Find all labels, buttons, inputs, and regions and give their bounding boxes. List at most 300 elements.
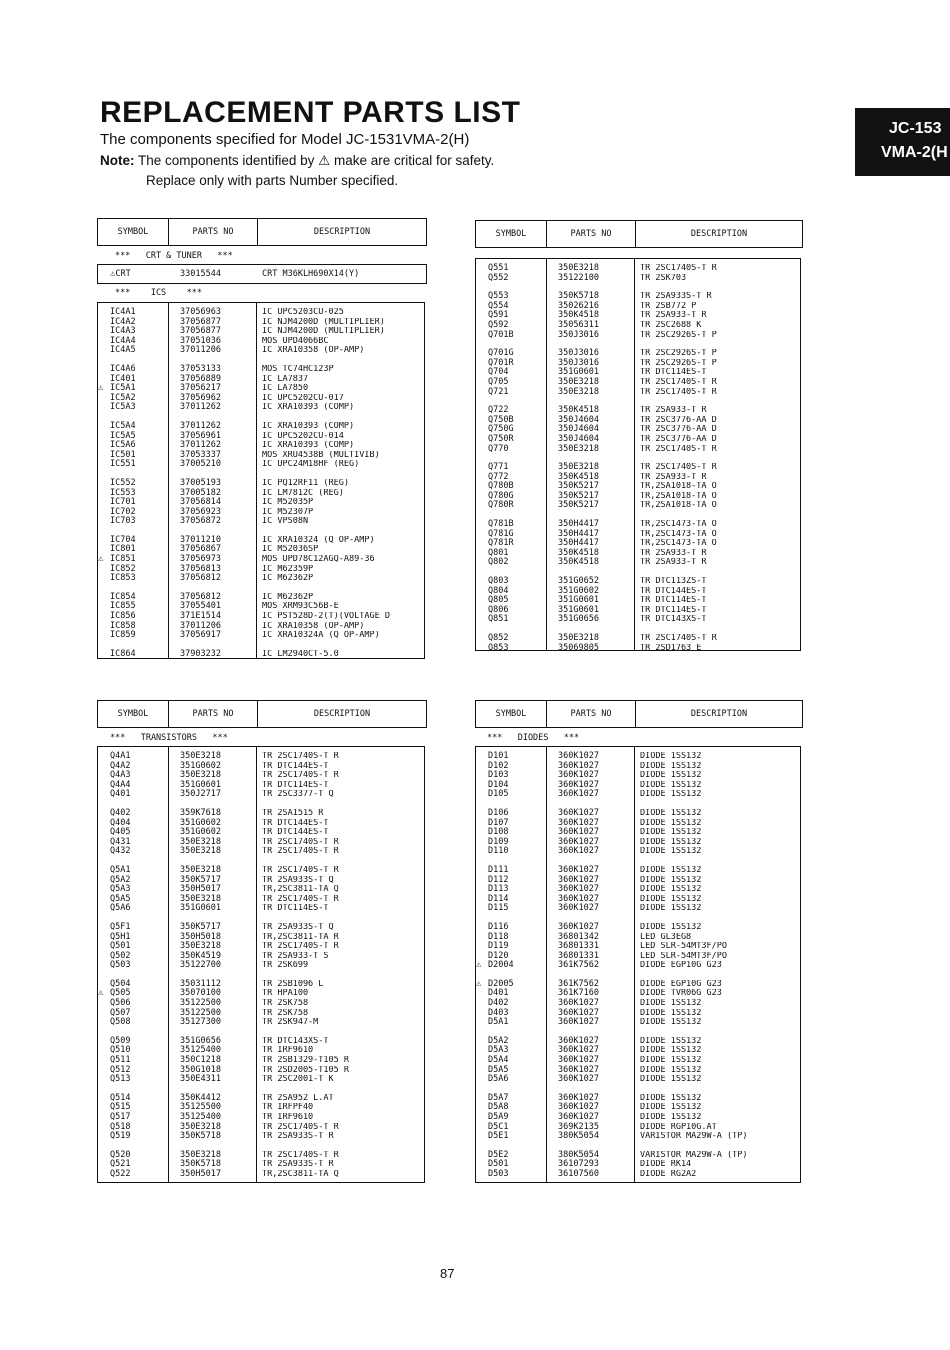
symbol-cell	[476, 752, 546, 762]
description-cell: DIODE 1SS132	[640, 761, 702, 771]
symbol-cell	[476, 1046, 546, 1056]
table-row	[476, 359, 800, 369]
description-cell: DIODE 1SS132	[640, 922, 702, 932]
symbol-text: IC551	[110, 459, 136, 470]
table-row	[476, 1037, 800, 1047]
symbol-text: D5A9	[488, 1112, 509, 1122]
description-cell: TR,2SA1018-TA O	[640, 491, 717, 501]
description-cell: TR 2SC1740S-T R	[262, 865, 339, 875]
description-cell: TR 2SA933-T R	[640, 406, 707, 416]
description-cell: DIODE RK14	[640, 1160, 692, 1170]
symbol-text: Q501	[110, 941, 131, 952]
description-cell: DIODE 1SS132	[640, 875, 702, 885]
table-row	[98, 498, 424, 508]
parts-no-cell: 37056217	[180, 383, 221, 394]
parts-no-cell: 37056813	[180, 563, 221, 574]
symbol-cell	[98, 1075, 168, 1085]
table-row	[98, 942, 424, 952]
symbol-text: Q701G	[488, 348, 514, 359]
parts-no-cell: 35122500	[180, 1007, 221, 1018]
symbol-cell	[476, 549, 546, 559]
parts-no-cell: 350E4311	[180, 1074, 221, 1085]
parts-no-cell: 351G0601	[558, 604, 599, 615]
description-cell: VARISTOR MA29W-A (TP)	[640, 1132, 748, 1142]
symbol-text: IC853	[110, 573, 136, 584]
description-cell: DIODE 1SS132	[640, 1113, 702, 1122]
description-cell: TR DTC143XS-T	[640, 615, 707, 625]
description-cell: TR 2SA933-T R	[640, 558, 707, 568]
parts-no-cell: 350K5717	[180, 921, 221, 932]
parts-no-cell: 350K5718	[180, 1131, 221, 1142]
symbol-cell	[98, 1132, 168, 1142]
symbol-text: Q519	[110, 1131, 131, 1142]
table-row	[476, 520, 800, 530]
description-cell: DIODE 1SS132	[640, 752, 702, 761]
parts-no-cell: 360K1027	[558, 864, 599, 875]
parts-no-cell: 35125500	[180, 1102, 221, 1113]
transistor-table-top	[475, 258, 801, 651]
symbol-cell	[476, 895, 546, 905]
header-description: DESCRIPTION	[690, 229, 748, 239]
table-header-diodes	[475, 700, 803, 728]
parts-no-cell: 35070100	[180, 988, 221, 999]
symbol-cell	[476, 501, 546, 511]
parts-no-cell: 350K4518	[558, 557, 599, 568]
table-row	[98, 489, 424, 499]
table-row	[476, 752, 800, 762]
parts-no-cell: 37011210	[180, 534, 221, 545]
parts-no-cell: 37056812	[180, 591, 221, 602]
description-cell: TR,2SC1473-TA O	[640, 539, 717, 549]
table-row	[476, 292, 800, 302]
table-row	[98, 989, 424, 999]
symbol-cell	[476, 1094, 546, 1104]
symbol-text: Q806	[488, 604, 509, 615]
header-symbol: SYMBOL	[98, 219, 169, 245]
description-cell: TR 2SC1740S-T R	[640, 634, 717, 643]
parts-no-cell: 350J3016	[558, 357, 599, 368]
symbol-cell	[476, 828, 546, 838]
parts-no-cell: 350K5717	[180, 874, 221, 885]
parts-no-cell: 37053337	[180, 449, 221, 460]
symbol-text: IC856	[110, 611, 136, 622]
symbol-cell	[98, 752, 168, 762]
group-gap	[98, 413, 424, 422]
description-cell: DIODE EGP10G G23	[640, 979, 722, 989]
description-cell: DIODE 1SS132	[640, 894, 702, 904]
column-divider	[546, 747, 547, 1182]
table-row	[476, 264, 800, 274]
table-row	[476, 1123, 800, 1133]
symbol-cell	[476, 1170, 546, 1180]
symbol-text: IC401	[110, 373, 136, 384]
symbol-text: D108	[488, 827, 509, 838]
symbol-cell	[98, 952, 168, 962]
parts-no-cell: 360K1027	[558, 1035, 599, 1046]
symbol-cell	[98, 838, 168, 848]
symbol-text: Q521	[110, 1159, 131, 1170]
parts-no-cell: 350E3218	[180, 1121, 221, 1132]
symbol-text: Q402	[110, 807, 131, 818]
symbol-cell	[476, 989, 546, 999]
table-row	[98, 1009, 424, 1019]
symbol-text: Q801	[488, 547, 509, 558]
description-cell: DIODE 1SS132	[640, 1093, 702, 1103]
symbol-cell	[476, 961, 546, 971]
symbol-text: Q780B	[488, 481, 514, 492]
symbol-cell	[98, 809, 168, 819]
symbol-cell	[476, 942, 546, 952]
symbol-cell	[476, 762, 546, 772]
description-cell: TR DTC144ES-T	[262, 761, 329, 771]
symbol-text: IC858	[110, 620, 136, 631]
description-cell: TR,2SC1473-TA O	[640, 529, 717, 539]
symbol-cell	[476, 1009, 546, 1019]
description-cell: IC LA7837	[262, 374, 309, 384]
parts-no-cell: 37011262	[180, 402, 221, 413]
table-row	[476, 463, 800, 473]
symbol-cell	[476, 876, 546, 886]
description-cell: IC M62359P	[262, 564, 314, 574]
parts-no-cell: 360K1027	[558, 1055, 599, 1066]
table-row	[98, 781, 424, 791]
column-divider	[634, 259, 635, 650]
table-row	[98, 555, 424, 565]
table-row	[476, 895, 800, 905]
description-cell: DIODE 1SS132	[640, 837, 702, 847]
table-row	[98, 923, 424, 933]
table-row	[98, 933, 424, 943]
description-cell: TR 2SK699	[262, 961, 309, 971]
column-divider	[634, 747, 635, 1182]
symbol-text: IC4A3	[110, 326, 136, 337]
table-row	[476, 923, 800, 933]
table-header-q	[475, 220, 803, 248]
table-row	[98, 980, 424, 990]
symbol-text: Q554	[488, 300, 509, 311]
symbol-text: Q4A4	[110, 779, 131, 790]
table-row	[98, 1046, 424, 1056]
parts-no-cell: 35125400	[180, 1045, 221, 1056]
parts-no-cell: 37056889	[180, 373, 221, 384]
parts-no-cell: 350K4518	[558, 547, 599, 558]
symbol-text: D2004	[488, 960, 514, 971]
parts-no-cell: 350G1018	[180, 1064, 221, 1075]
symbol-cell	[476, 933, 546, 943]
symbol-text: D115	[488, 903, 509, 914]
description-cell: TR 2SA933-T R	[640, 472, 707, 482]
header-parts-no: PARTS NO	[547, 701, 636, 727]
table-row	[98, 838, 424, 848]
symbol-cell	[476, 378, 546, 388]
header-symbol: SYMBOL	[476, 221, 547, 247]
symbol-text: D5E2	[488, 1149, 509, 1160]
symbol-cell	[98, 517, 168, 527]
parts-no-cell: 37056973	[180, 554, 221, 565]
description-cell: TR 2SA933-T R	[640, 311, 707, 321]
description-cell: TR 2SA933S-T R	[262, 1132, 334, 1142]
description-cell: TR,2SA1018-TA O	[640, 501, 717, 511]
symbol-text: Q701B	[488, 329, 514, 340]
table-row	[98, 508, 424, 518]
parts-no-cell: 359K7618	[180, 807, 221, 818]
table-row	[476, 961, 800, 971]
description-cell: DIODE 1SS132	[640, 847, 702, 857]
table-row	[476, 473, 800, 483]
symbol-text: IC553	[110, 487, 136, 498]
table-row	[476, 596, 800, 606]
description-cell: DIODE 1SS132	[640, 1046, 702, 1056]
description-cell: IC XRA10358 (OP-AMP)	[262, 621, 365, 631]
table-row	[98, 441, 424, 451]
parts-no-cell: 37903232	[180, 648, 221, 659]
symbol-cell	[476, 463, 546, 473]
group-gap	[476, 1085, 800, 1094]
parts-no-cell: 37056963	[180, 307, 221, 317]
symbol-text: Q522	[110, 1168, 131, 1179]
table-row	[476, 331, 800, 341]
description-cell: IC XRA10393 (COMP)	[262, 403, 355, 413]
symbol-cell	[98, 771, 168, 781]
safety-note	[100, 151, 494, 191]
parts-no-cell: 350K5718	[558, 291, 599, 302]
table-row	[98, 394, 424, 404]
symbol-text: D114	[488, 893, 509, 904]
parts-no-cell: 350K4518	[558, 471, 599, 482]
symbol-text: Q5A1	[110, 864, 131, 875]
description-cell: TR 2SK947-M	[262, 1018, 319, 1028]
table-row	[98, 308, 424, 318]
symbol-text: D116	[488, 921, 509, 932]
header-symbol: SYMBOL	[476, 701, 547, 727]
parts-no-cell: 360K1027	[558, 1112, 599, 1122]
description-cell: LED GL3EG8	[640, 932, 692, 942]
parts-no-cell: 350E3218	[558, 263, 599, 273]
table-row	[476, 274, 800, 284]
description-cell: TR 2SA933S-T Q	[262, 922, 334, 932]
description-cell: TR 2SA933-T S	[262, 951, 329, 961]
group-gap	[98, 1142, 424, 1151]
symbol-cell	[98, 885, 168, 895]
parts-no-cell: 350E3218	[180, 836, 221, 847]
table-row	[476, 530, 800, 540]
ic-table	[97, 302, 425, 659]
header-description: DESCRIPTION	[313, 227, 371, 237]
table-row	[98, 1160, 424, 1170]
parts-no-cell: 37056962	[180, 392, 221, 403]
symbol-text: D105	[488, 789, 509, 800]
header-symbol: SYMBOL	[98, 701, 169, 727]
table-row	[476, 1094, 800, 1104]
table-row	[476, 952, 800, 962]
symbol-text: Q507	[110, 1007, 131, 1018]
parts-no-cell: 37011262	[180, 440, 221, 451]
parts-no-cell: 37056917	[180, 630, 221, 641]
parts-no-cell: 361K7160	[558, 988, 599, 999]
symbol-text: Q781R	[488, 538, 514, 549]
model-tab-line-1: JC-153	[889, 120, 942, 137]
description-cell: DIODE 1SS132	[640, 1065, 702, 1075]
table-row	[476, 1103, 800, 1113]
parts-no-cell: 380K5054	[558, 1149, 599, 1160]
table-row	[476, 771, 800, 781]
description-cell: IC NJM4200D (MULTIPLIER)	[262, 317, 385, 327]
symbol-cell	[476, 331, 546, 341]
table-row	[476, 980, 800, 990]
symbol-text: D103	[488, 770, 509, 781]
description-cell: IC XRA10324A (Q OP-AMP)	[262, 631, 380, 641]
description-cell: TR 2SB1329-T105 R	[262, 1056, 349, 1066]
symbol-text: D110	[488, 846, 509, 857]
symbol-text: Q5A5	[110, 893, 131, 904]
symbol-text: IC852	[110, 563, 136, 574]
table-row	[98, 602, 424, 612]
table-row	[476, 819, 800, 829]
group-gap	[476, 625, 800, 634]
symbol-cell	[476, 771, 546, 781]
symbol-text: IC4A1	[110, 307, 136, 317]
description-cell: TR 2SC2926S-T P	[640, 358, 717, 368]
description-cell: TR 2SC2926S-T P	[640, 330, 717, 340]
table-row	[476, 1113, 800, 1123]
table-row	[476, 302, 800, 312]
symbol-text: Q4A1	[110, 751, 131, 761]
column-divider	[546, 259, 547, 650]
symbol-text: Q705	[488, 376, 509, 387]
symbol-text: D5E1	[488, 1131, 509, 1142]
description-cell: DIODE RGP10G.AT	[640, 1122, 717, 1132]
symbol-text: Q704	[488, 367, 509, 378]
description-cell: DIODE 1SS132	[640, 1056, 702, 1066]
symbol-cell	[98, 999, 168, 1009]
symbol-cell	[98, 1160, 168, 1170]
description-cell: IC LM2940CT-5.0	[262, 649, 339, 659]
table-row	[476, 809, 800, 819]
symbol-text: Q780G	[488, 490, 514, 501]
symbol-cell	[98, 460, 168, 470]
table-row	[98, 961, 424, 971]
description-cell: IC XRA10393 (COMP)	[262, 421, 355, 431]
symbol-text: IC5A3	[110, 402, 136, 413]
parts-no-cell: 35026216	[558, 300, 599, 311]
symbol-text: D111	[488, 864, 509, 875]
table-row	[98, 1066, 424, 1076]
caution-icon: ⚠	[98, 988, 104, 999]
description-cell: TR 2SC1740S-T R	[262, 837, 339, 847]
table-row	[98, 1103, 424, 1113]
table-row	[476, 406, 800, 416]
symbol-cell	[476, 1075, 546, 1085]
group-label-diodes: *** DIODES ***	[487, 733, 580, 743]
symbol-text: IC552	[110, 477, 136, 488]
symbol-cell	[476, 445, 546, 455]
symbol-text: Q804	[488, 585, 509, 596]
table-row	[476, 838, 800, 848]
table-row	[476, 558, 800, 568]
symbol-text: Q515	[110, 1102, 131, 1113]
symbol-text: Q701R	[488, 357, 514, 368]
description-cell: IC M62362P	[262, 574, 314, 584]
symbol-cell	[476, 1113, 546, 1123]
description-cell: DIODE 1SS132	[640, 818, 702, 828]
symbol-text: IC5A1	[110, 383, 136, 394]
header-description: DESCRIPTION	[690, 709, 748, 719]
parts-no-cell: 360K1027	[558, 760, 599, 771]
description-cell: DIODE 1SS132	[640, 1075, 702, 1085]
table-row	[98, 422, 424, 432]
description-cell: TR DTC144ES-T	[262, 818, 329, 828]
symbol-text: D403	[488, 1007, 509, 1018]
symbol-text: D113	[488, 884, 509, 895]
symbol-text: Q772	[488, 471, 509, 482]
table-row	[98, 622, 424, 632]
description-cell: DIODE 1SS132	[640, 790, 702, 800]
table-row	[98, 1018, 424, 1028]
crt-row-box	[97, 264, 427, 284]
description-cell: IC NJM4200D (MULTIPLIER)	[262, 327, 385, 337]
symbol-cell	[476, 1066, 546, 1076]
table-row	[476, 933, 800, 943]
description-cell: IC XRA10393 (COMP)	[262, 441, 355, 451]
description-cell: DIODE EGP10G G23	[640, 961, 722, 971]
symbol-text: Q551	[488, 263, 509, 273]
table-row	[476, 368, 800, 378]
parts-no-cell: 36107560	[558, 1168, 599, 1179]
table-row	[98, 574, 424, 584]
table-row	[98, 384, 424, 394]
parts-no-cell: 37005193	[180, 477, 221, 488]
table-row	[98, 327, 424, 337]
group-gap	[98, 470, 424, 479]
parts-no-cell: 360K1027	[558, 1017, 599, 1028]
description-cell: IC PQ12RF11 (REG)	[262, 478, 349, 488]
table-row	[476, 847, 800, 857]
symbol-text: D107	[488, 817, 509, 828]
parts-no-cell: 350H5017	[180, 1168, 221, 1179]
caution-icon: ⚠	[476, 978, 482, 989]
table-row	[476, 311, 800, 321]
group-gap	[98, 356, 424, 365]
parts-no-cell: 350K4518	[558, 310, 599, 321]
group-gap	[476, 1028, 800, 1037]
symbol-text: Q505	[110, 988, 131, 999]
symbol-text: D501	[488, 1159, 509, 1170]
table-row	[476, 634, 800, 644]
page-number: 87	[440, 1266, 455, 1281]
description-cell: DIODE 1SS132	[640, 1103, 702, 1113]
parts-no-cell: 350E3218	[558, 462, 599, 473]
table-row	[98, 1170, 424, 1180]
description-cell: IC XRA10358 (OP-AMP)	[262, 346, 365, 356]
group-gap	[98, 584, 424, 593]
symbol-text: Q513	[110, 1074, 131, 1085]
symbol-text: Q514	[110, 1092, 131, 1103]
symbol-text: Q770	[488, 443, 509, 454]
symbol-text: Q503	[110, 960, 131, 971]
table-row	[476, 1009, 800, 1019]
table-row	[476, 1160, 800, 1170]
symbol-text: IC704	[110, 534, 136, 545]
parts-no-cell: 360K1027	[558, 1007, 599, 1018]
parts-no-cell: 351G0602	[180, 760, 221, 771]
parts-no-cell: 350H5017	[180, 884, 221, 895]
parts-no-cell: 350H4417	[558, 519, 599, 530]
description-cell: TR 2SC1740S-T R	[262, 847, 339, 857]
parts-no-cell: 36801342	[558, 931, 599, 942]
symbol-text: Q5H1	[110, 931, 131, 942]
symbol-cell	[98, 650, 168, 660]
symbol-text: Q851	[488, 614, 509, 625]
